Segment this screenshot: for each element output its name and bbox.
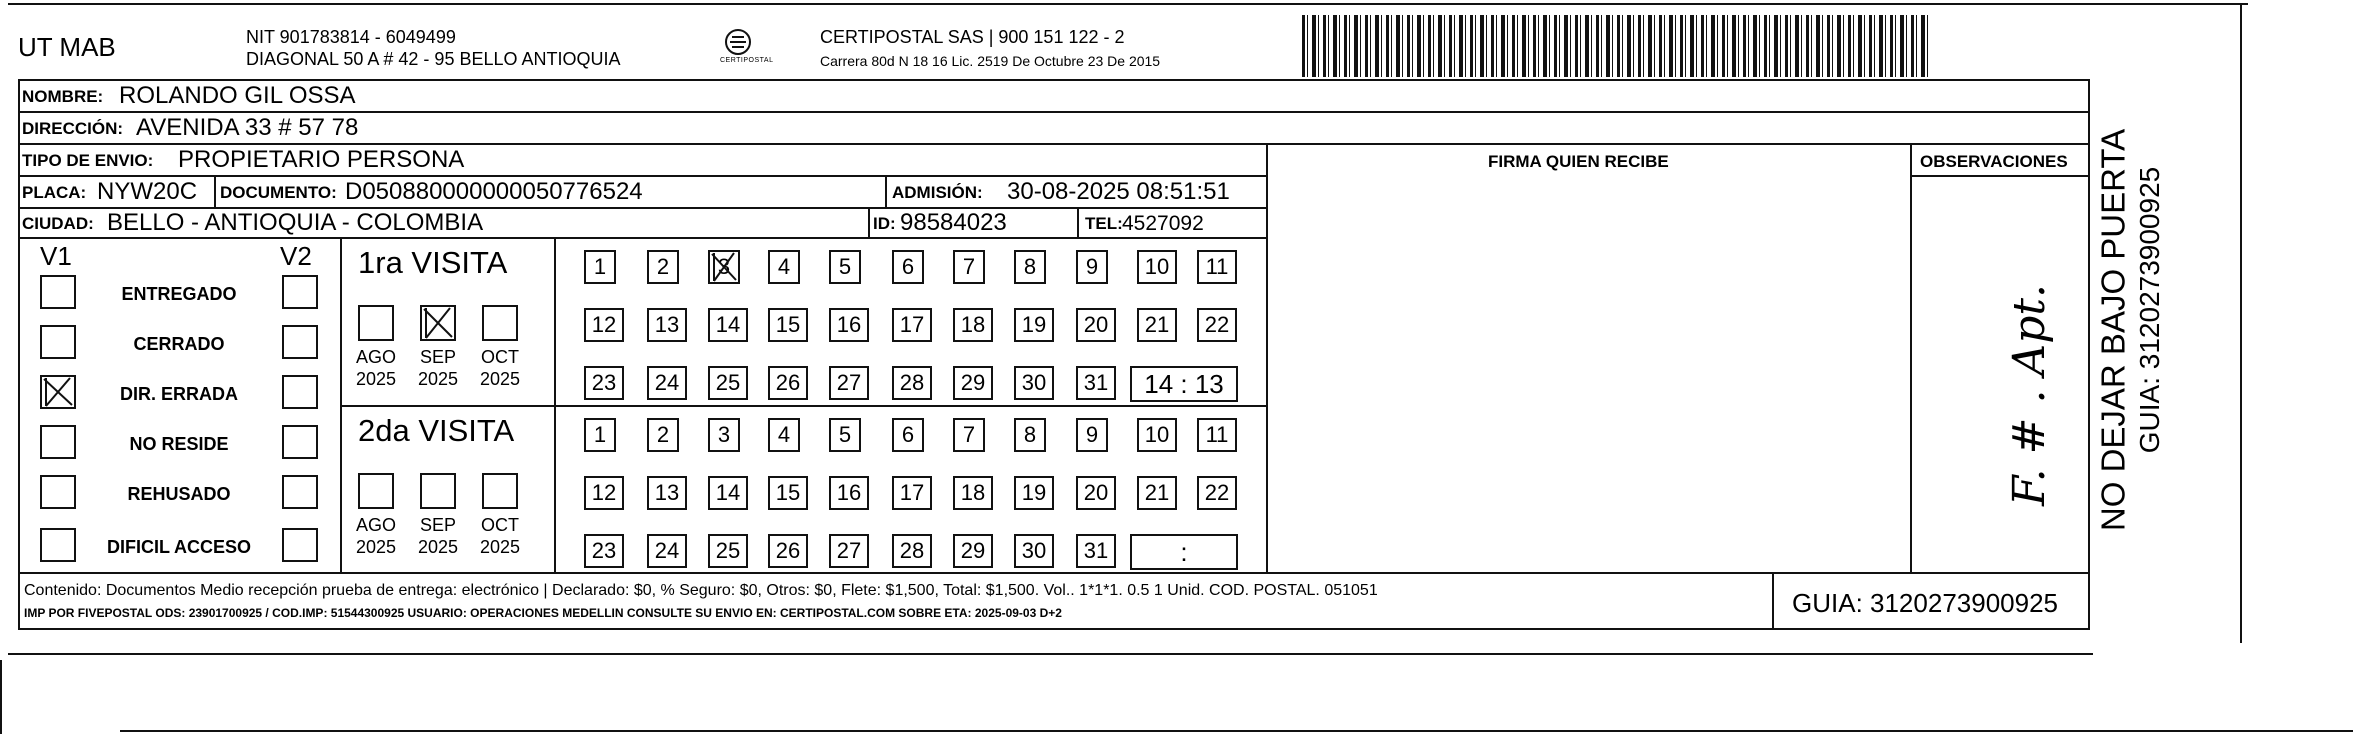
day-box[interactable]: 6 — [892, 250, 924, 284]
admision-value: 30-08-2025 08:51:51 — [1007, 178, 1230, 205]
day-box[interactable]: 14 — [708, 308, 748, 342]
time-box[interactable]: 14 : 13 — [1130, 366, 1238, 402]
firma-header: FIRMA QUIEN RECIBE — [1488, 152, 1669, 171]
month-checkbox[interactable] — [358, 305, 394, 341]
day-box[interactable]: 11 — [1197, 418, 1237, 452]
month-label: AGO — [355, 515, 397, 535]
day-box[interactable]: 1 — [584, 250, 616, 284]
month-checkbox[interactable] — [358, 473, 394, 509]
day-box[interactable]: 23 — [584, 534, 624, 568]
day-box[interactable]: 8 — [1014, 250, 1046, 284]
day-box[interactable]: 29 — [953, 534, 993, 568]
direccion-value: AVENIDA 33 # 57 78 — [136, 114, 359, 141]
sender-nit: NIT 901783814 - 6049499 — [246, 27, 456, 47]
v1-checkbox[interactable] — [40, 275, 76, 309]
col-line — [1910, 143, 1912, 574]
day-box[interactable]: 1 — [584, 418, 616, 452]
row-line — [18, 175, 1268, 177]
row-line — [18, 111, 2088, 113]
visit2-title: 2da VISITA — [358, 413, 515, 448]
day-box[interactable]: 23 — [584, 366, 624, 400]
day-box[interactable]: 9 — [1076, 250, 1108, 284]
day-box[interactable]: 30 — [1014, 534, 1054, 568]
day-box[interactable]: 4 — [768, 250, 800, 284]
col-line — [1077, 207, 1079, 237]
month-year: 2025 — [417, 537, 459, 557]
v1-checkbox[interactable] — [40, 325, 76, 359]
row-line — [18, 143, 2088, 145]
form-right-rule — [2088, 79, 2090, 629]
status-label: DIFICIL ACCESO — [106, 537, 252, 557]
observaciones-header: OBSERVACIONES — [1920, 152, 2068, 171]
day-box[interactable]: 24 — [647, 534, 687, 568]
day-box[interactable]: 20 — [1076, 476, 1116, 510]
month-label: OCT — [481, 347, 519, 367]
day-box[interactable]: 27 — [829, 366, 869, 400]
day-box[interactable]: 9 — [1076, 418, 1108, 452]
day-box[interactable]: 5 — [829, 418, 861, 452]
barcode — [1302, 15, 1930, 77]
day-box[interactable]: 21 — [1137, 308, 1177, 342]
tipo-envio-value: PROPIETARIO PERSONA — [178, 146, 465, 173]
placa-value: NYW20C — [97, 178, 198, 205]
day-box[interactable]: 25 — [708, 534, 748, 568]
day-box[interactable]: 4 — [768, 418, 800, 452]
month-label: SEP — [419, 347, 457, 367]
v2-checkbox[interactable] — [282, 275, 318, 309]
day-box[interactable]: 28 — [892, 366, 932, 400]
tel-value: 4527092 — [1122, 212, 1204, 235]
row-line — [18, 572, 2088, 574]
v2-checkbox[interactable] — [282, 475, 318, 509]
logo-text: CERTIPOSTAL — [720, 57, 774, 64]
month-label: SEP — [419, 515, 457, 535]
col-line — [214, 175, 216, 207]
day-box[interactable]: 12 — [584, 476, 624, 510]
day-check-mark — [708, 250, 740, 284]
row-line — [340, 405, 1268, 407]
day-box[interactable]: 26 — [768, 366, 808, 400]
col-line — [885, 175, 887, 207]
day-box[interactable]: 13 — [647, 308, 687, 342]
col-line — [1772, 572, 1774, 630]
documento-label: DOCUMENTO: — [220, 183, 337, 202]
col-line — [340, 237, 342, 574]
v1-checkbox[interactable] — [40, 475, 76, 509]
month-year: 2025 — [479, 537, 521, 557]
day-box[interactable]: 27 — [829, 534, 869, 568]
side-warning: NO DEJAR BAJO PUERTA — [2094, 128, 2132, 532]
side-guia: GUIA: 3120273900925 — [2134, 166, 2165, 454]
month-check-mark — [420, 305, 456, 341]
row-line — [18, 237, 1268, 239]
day-box[interactable]: 6 — [892, 418, 924, 452]
day-box[interactable]: 15 — [768, 308, 808, 342]
footer-guia: GUIA: 3120273900925 — [1792, 588, 2058, 618]
carrier-license: Carrera 80d N 18 16 Lic. 2519 De Octubre 23 De 2015 — [820, 53, 1161, 69]
lower-rule — [8, 653, 2093, 655]
day-box[interactable]: 3 — [708, 418, 740, 452]
id-value: 98584023 — [900, 209, 1007, 236]
day-box[interactable]: 22 — [1197, 308, 1237, 342]
status-label: ENTREGADO — [121, 284, 237, 304]
col-line — [1266, 143, 1268, 574]
sender-name: UT MAB — [18, 32, 116, 62]
month-checkbox[interactable] — [482, 305, 518, 341]
ciudad-label: CIUDAD: — [22, 214, 94, 233]
day-box[interactable]: 17 — [892, 476, 932, 510]
day-box[interactable]: 18 — [953, 308, 993, 342]
month-label: AGO — [355, 347, 397, 367]
day-box[interactable]: 31 — [1076, 366, 1116, 400]
day-box[interactable]: 25 — [708, 366, 748, 400]
v2-checkbox[interactable] — [282, 528, 318, 562]
day-box[interactable]: 31 — [1076, 534, 1116, 568]
status-label: DIR. ERRADA — [119, 384, 239, 404]
day-box[interactable]: 5 — [829, 250, 861, 284]
nombre-value: ROLANDO GIL OSSA — [119, 82, 356, 109]
top-rule — [8, 3, 2248, 5]
documento-value: D050880000000050776524 — [345, 178, 643, 205]
handwritten-observation: F. # . Apt. — [2004, 283, 2055, 507]
day-box[interactable]: 2 — [647, 250, 679, 284]
admision-label: ADMISIÓN: — [892, 183, 983, 202]
sender-address: DIAGONAL 50 A # 42 - 95 BELLO ANTIOQUIA — [246, 49, 621, 69]
day-box[interactable]: 2 — [647, 418, 679, 452]
day-box[interactable]: 30 — [1014, 366, 1054, 400]
day-box[interactable]: 14 — [708, 476, 748, 510]
tel-label: TEL: — [1085, 214, 1123, 233]
month-year: 2025 — [417, 369, 459, 389]
day-box[interactable]: 21 — [1137, 476, 1177, 510]
day-box[interactable]: 29 — [953, 366, 993, 400]
visit1-title: 1ra VISITA — [358, 245, 508, 280]
nombre-label: NOMBRE: — [22, 87, 104, 106]
day-box[interactable]: 7 — [953, 250, 985, 284]
day-box[interactable]: 8 — [1014, 418, 1046, 452]
day-box[interactable]: 13 — [647, 476, 687, 510]
day-box[interactable]: 28 — [892, 534, 932, 568]
v2-checkbox[interactable] — [282, 325, 318, 359]
time-box[interactable]: : — [1130, 534, 1238, 570]
ciudad-value: BELLO - ANTIOQUIA - COLOMBIA — [107, 209, 484, 236]
v2-header: V2 — [280, 241, 312, 271]
month-year: 2025 — [479, 369, 521, 389]
day-box[interactable]: 22 — [1197, 476, 1237, 510]
day-box[interactable]: 24 — [647, 366, 687, 400]
month-year: 2025 — [355, 369, 397, 389]
row-line — [1912, 175, 2088, 177]
col-line — [554, 237, 556, 574]
day-box[interactable]: 17 — [892, 308, 932, 342]
day-box[interactable]: 3 — [708, 250, 740, 284]
form-top-rule — [18, 79, 2088, 81]
col-line — [868, 207, 870, 237]
v1-checkbox[interactable] — [40, 425, 76, 459]
day-box[interactable]: 11 — [1197, 250, 1237, 284]
month-year: 2025 — [355, 537, 397, 557]
footer-imp: IMP POR FIVEPOSTAL ODS: 23901700925 / COD.IMP: 51544300925 USUARIO: OPERACIONES MEDELLIN CONSULTE SU ENVIO EN: CERTIPOSTAL.COM SOBRE ETA: 2025-09-03 D+2 — [24, 606, 1062, 620]
v1-check-mark — [40, 375, 76, 409]
day-box[interactable]: 19 — [1014, 476, 1054, 510]
carrier-name: CERTIPOSTAL SAS | 900 151 122 - 2 — [820, 27, 1125, 47]
v1-checkbox[interactable] — [40, 528, 76, 562]
day-box[interactable]: 20 — [1076, 308, 1116, 342]
day-box[interactable]: 19 — [1014, 308, 1054, 342]
month-checkbox[interactable] — [482, 473, 518, 509]
edge-mark — [0, 660, 2, 734]
month-label: OCT — [481, 515, 519, 535]
day-box[interactable]: 15 — [768, 476, 808, 510]
form-bottom-rule — [18, 628, 2090, 630]
status-label: REHUSADO — [127, 484, 231, 504]
month-checkbox[interactable] — [420, 473, 456, 509]
direccion-label: DIRECCIÓN: — [22, 119, 124, 138]
day-box[interactable]: 18 — [953, 476, 993, 510]
v2-checkbox[interactable] — [282, 375, 318, 409]
status-label: CERRADO — [133, 334, 225, 354]
footer-contenido: Contenido: Documentos Medio recepción prueba de entrega: electrónico | Declarado: $0, % Seguro: $0, Otros: $0, Flete: $1,500, Total: $1,500. Vol.. 1*1*1. 0.5 1 Unid. COD. POSTAL. 051051 — [24, 582, 1378, 599]
day-box[interactable]: 12 — [584, 308, 624, 342]
day-box[interactable]: 10 — [1137, 250, 1177, 284]
bottom-rule — [120, 730, 2353, 732]
day-box[interactable]: 16 — [829, 308, 869, 342]
tipo-envio-label: TIPO DE ENVIO: — [22, 151, 154, 170]
v1-header: V1 — [40, 241, 72, 271]
day-box[interactable]: 16 — [829, 476, 869, 510]
id-label: ID: — [873, 214, 896, 233]
form-left-rule — [18, 79, 20, 629]
status-label: NO RESIDE — [129, 434, 229, 454]
day-box[interactable]: 7 — [953, 418, 985, 452]
v2-checkbox[interactable] — [282, 425, 318, 459]
day-box[interactable]: 26 — [768, 534, 808, 568]
right-rule — [2240, 3, 2242, 643]
placa-label: PLACA: — [22, 183, 87, 202]
day-box[interactable]: 10 — [1137, 418, 1177, 452]
